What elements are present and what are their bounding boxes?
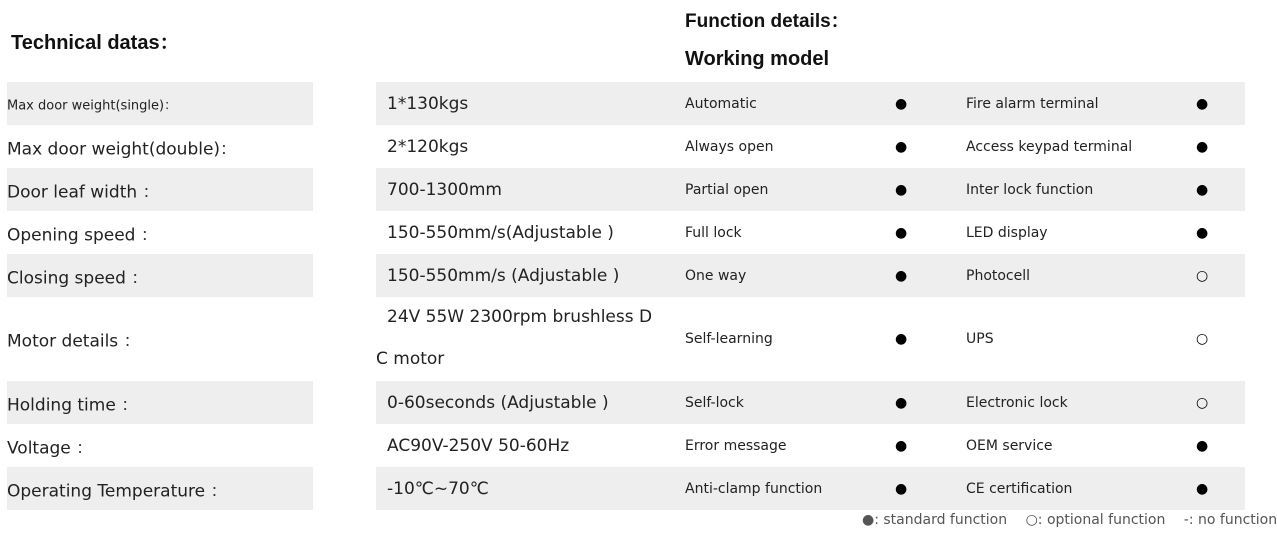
table-row <box>0 467 1254 510</box>
working-model-heading: Working model <box>685 48 830 70</box>
function-name: Inter lock function <box>966 181 1094 198</box>
function-status-mark: ● <box>895 480 908 497</box>
table-row <box>0 297 1254 381</box>
table-row <box>0 82 1254 125</box>
function-name: Full lock <box>685 224 742 241</box>
function-status-mark: ● <box>1196 95 1209 112</box>
function-status-mark: ● <box>895 181 908 198</box>
spec-label: Holding time ： <box>7 395 139 415</box>
spec-label: Closing speed ： <box>7 268 149 288</box>
spec-value: AC90V-250V 50-60Hz <box>387 435 570 456</box>
function-name: Self-lock <box>685 394 744 411</box>
function-status-mark: ○ <box>1196 331 1209 347</box>
legend-none: -: no function <box>1183 512 1277 528</box>
function-status-mark: ● <box>895 138 908 155</box>
row-value-background <box>376 82 1245 125</box>
legend-optional: ○: optional function <box>1025 512 1166 528</box>
function-name: Error message <box>685 437 787 454</box>
table-row <box>0 168 1254 211</box>
spec-value-line-1: 24V 55W 2300rpm brushless D <box>387 307 653 327</box>
row-value-background <box>376 168 1245 211</box>
function-name: LED display <box>966 224 1048 241</box>
function-name: Self-learning <box>685 331 773 347</box>
spec-value: 700-1300mm <box>387 179 502 200</box>
spec-value: 150-550mm/s(Adjustable ) <box>387 222 614 243</box>
table-row <box>0 254 1254 297</box>
spec-value: 1*130kgs <box>387 93 469 114</box>
function-status-mark: ● <box>1196 437 1209 454</box>
table-row <box>0 424 1254 467</box>
function-name: Automatic <box>685 95 757 112</box>
function-status-mark: ○ <box>1196 267 1209 284</box>
legend <box>862 512 1277 528</box>
function-name: Access keypad terminal <box>966 138 1133 155</box>
legend-standard: ●: standard function <box>862 512 1008 528</box>
function-status-mark: ● <box>895 331 908 347</box>
spec-label: Voltage ： <box>7 438 94 458</box>
function-name: Partial open <box>685 181 769 198</box>
function-status-mark: ● <box>895 95 908 112</box>
function-name: Always open <box>685 138 774 155</box>
function-name: Fire alarm terminal <box>966 95 1099 112</box>
function-status-mark: ● <box>1196 181 1209 198</box>
spec-label: Max door weight(double)： <box>7 139 238 159</box>
function-status-mark: ● <box>1196 480 1209 497</box>
function-name: Photocell <box>966 267 1031 284</box>
function-name: Electronic lock <box>966 394 1068 411</box>
function-name: CE certification <box>966 480 1073 497</box>
spec-value: 2*120kgs <box>387 136 469 157</box>
spec-value-line-2: C motor <box>376 349 445 369</box>
spec-label: Operating Temperature ： <box>7 481 228 501</box>
function-name: UPS <box>966 331 994 347</box>
spec-label: Door leaf width ： <box>7 182 160 202</box>
function-name: Anti-clamp function <box>685 480 823 497</box>
function-status-mark: ● <box>895 394 908 411</box>
table-row <box>0 381 1254 424</box>
table-row <box>0 211 1254 254</box>
function-status-mark: ● <box>1196 138 1209 155</box>
function-name: One way <box>685 267 747 284</box>
function-status-mark: ○ <box>1196 394 1209 411</box>
function-name: OEM service <box>966 437 1053 454</box>
function-status-mark: ● <box>1196 224 1209 241</box>
spec-value: -10℃~70℃ <box>387 478 489 499</box>
technical-datas-heading: Technical datas： <box>11 32 180 54</box>
function-status-mark: ● <box>895 267 908 284</box>
spec-label: Max door weight(single)： <box>7 98 178 113</box>
table-row <box>0 125 1254 168</box>
spec-value: 150-550mm/s (Adjustable ) <box>387 265 620 286</box>
function-details-heading: Function details： <box>685 11 850 32</box>
function-status-mark: ● <box>895 437 908 454</box>
spec-label: Opening speed ： <box>7 225 158 245</box>
function-status-mark: ● <box>895 224 908 241</box>
spec-value: 0-60seconds (Adjustable ) <box>387 392 609 413</box>
spec-label: Motor details ： <box>7 331 141 352</box>
